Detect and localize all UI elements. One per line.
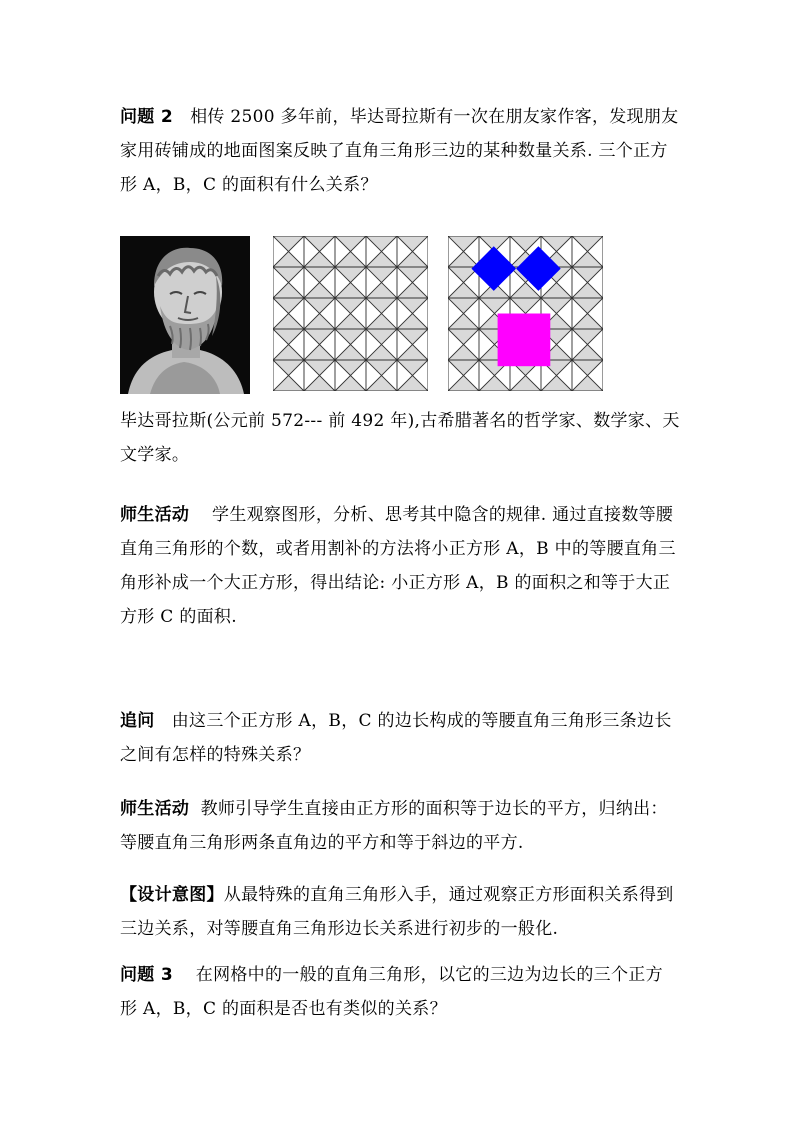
design-intent xyxy=(120,878,680,946)
follow-up-question xyxy=(120,704,680,772)
question-2-label: 问题 2 xyxy=(120,107,173,127)
question-3-label: 问题 3 xyxy=(120,965,173,985)
question-3-text: 在网格中的一般的直角三角形，以它的三边为边长的三个正方形 A，B，C 的面积是否也有类似的关系？ xyxy=(120,965,663,1019)
tile-floor-pattern xyxy=(273,236,428,391)
question-2-text: 相传 2500 多年前，毕达哥拉斯有一次在朋友家作客，发现朋友家用砖铺成的地面图案反映了直角三角形三边的某种数量关系. 三个正方形 A，B，C 的面积有什么关系？ xyxy=(120,107,679,195)
design-intent-label: 【设计意图】 xyxy=(120,885,224,905)
pythagoras-portrait-icon xyxy=(120,236,250,394)
activity-2-text: 教师引导学生直接由正方形的面积等于边长的平方，归纳出：等腰直角三角形两条直角边的平方和等于斜边的平方. xyxy=(120,799,668,853)
caption-text: 毕达哥拉斯(公元前 572--- 前 492 年),古希腊著名的哲学家、数学家、天文学家。 xyxy=(120,411,680,465)
portrait-caption xyxy=(120,404,680,472)
question-3 xyxy=(120,958,680,1026)
design-intent-text: 从最特殊的直角三角形入手，通过观察正方形面积关系得到三边关系，对等腰直角三角形边长关系进行初步的一般化. xyxy=(120,885,674,939)
activity-1-text: 学生观察图形，分析、思考其中隐含的规律. 通过直接数等腰直角三角形的个数，或者用割补的方法将小正方形 A，B 中的等腰直角三角形补成一个大正方形，得出结论: 小正方形 A，B 的面积之和等于大正方形 C 的面积. xyxy=(120,505,676,627)
question-2 xyxy=(120,100,680,202)
activity-2 xyxy=(120,792,680,860)
tile-pattern-with-squares xyxy=(448,236,603,391)
follow-up-label: 追问 xyxy=(120,711,155,731)
activity-1-label: 师生活动 xyxy=(120,505,190,525)
square-c xyxy=(498,314,551,367)
activity-1 xyxy=(120,498,680,634)
follow-up-text: 由这三个正方形 A，B，C 的边长构成的等腰直角三角形三条边长之间有怎样的特殊关系？ xyxy=(120,711,672,765)
activity-2-label: 师生活动 xyxy=(120,799,190,819)
